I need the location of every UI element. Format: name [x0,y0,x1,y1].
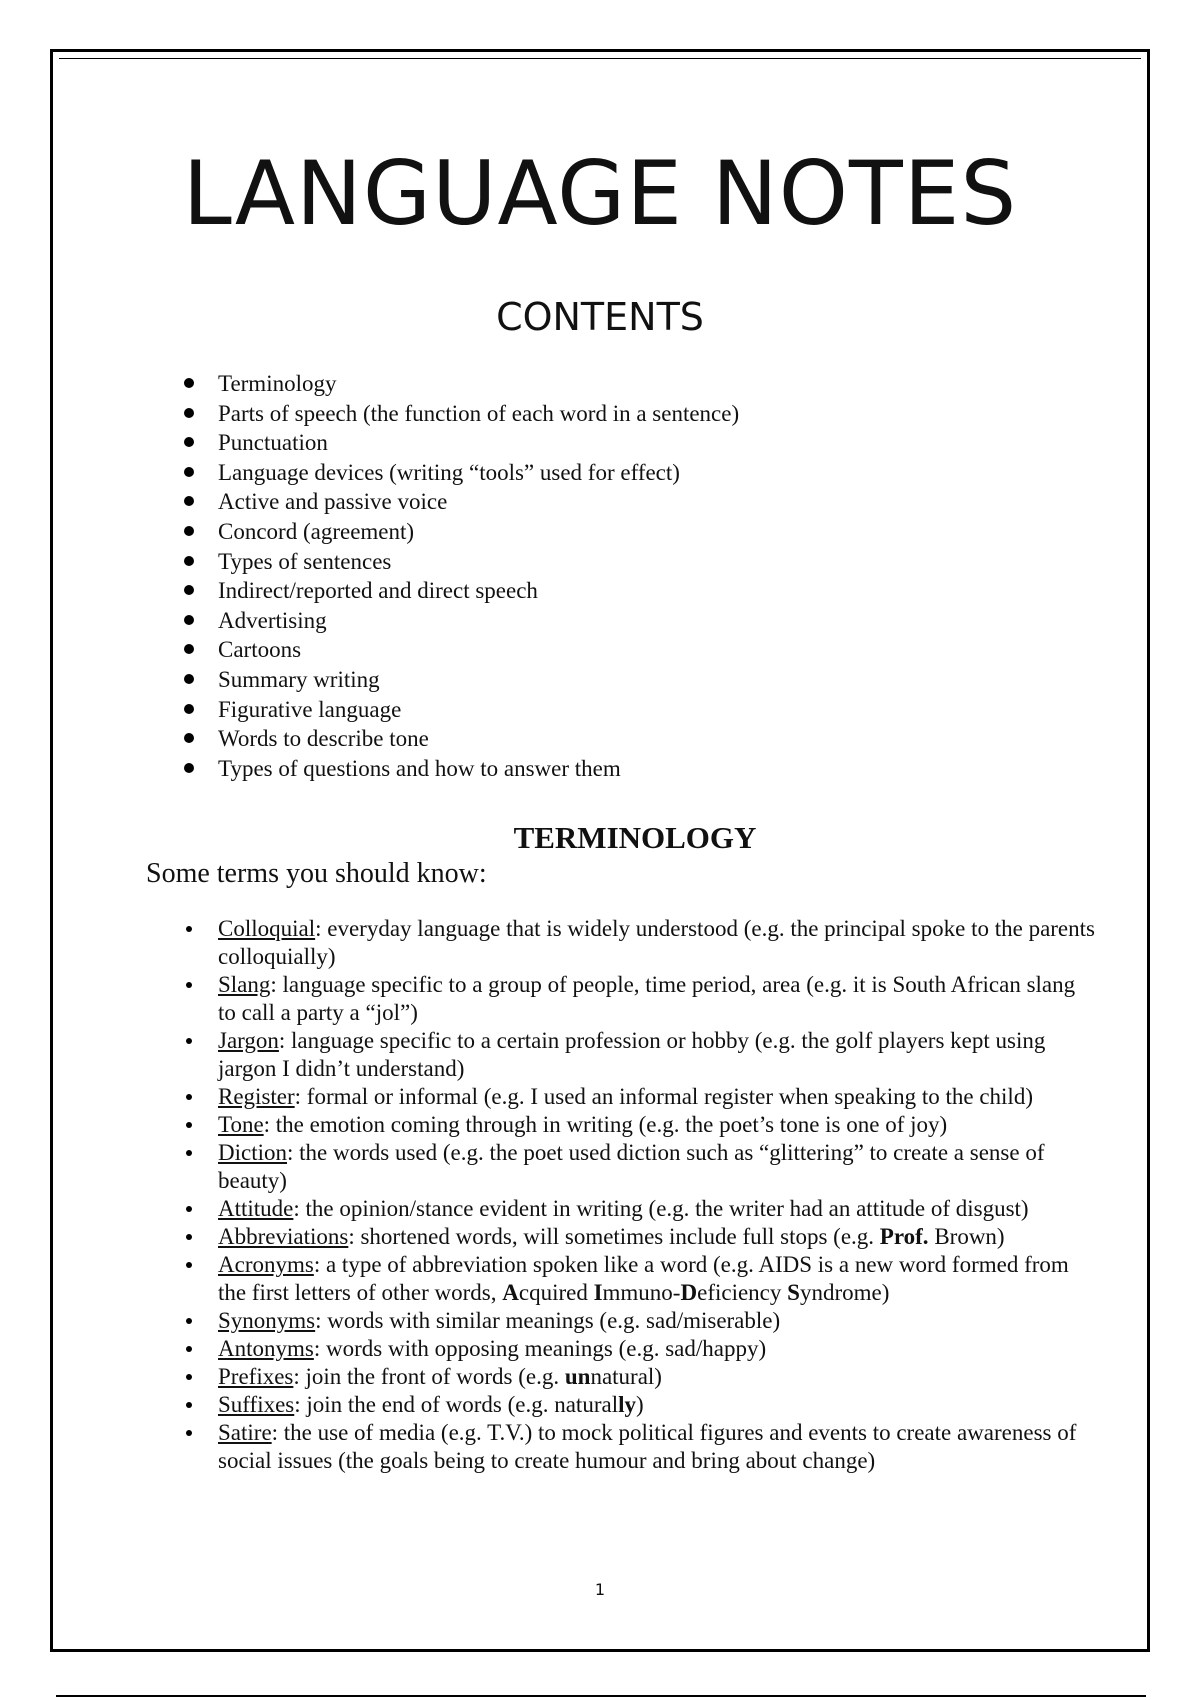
term-bold-part: ly [618,1392,636,1417]
term-item-prefixes [218,1363,1098,1391]
contents-list [218,369,739,783]
contents-item: Cartoons [218,635,739,665]
term-name: Satire [218,1420,272,1445]
term-item-attitude [218,1195,1098,1223]
term-item-satire [218,1419,1098,1475]
term-item-register [218,1083,1098,1111]
term-name: Antonyms [218,1336,314,1361]
terminology-intro: Some terms you should know: [146,858,487,889]
term-definition: : everyday language that is widely understood (e.g. the principal spoke to the parents colloquially) [218,916,1095,969]
term-definition: : join the front of words (e.g. [293,1364,565,1389]
page-number: 1 [594,1580,606,1599]
document-title: LANGUAGE NOTES [182,142,1018,245]
term-name: Colloquial [218,916,316,941]
term-name: Acronyms [218,1252,314,1277]
term-item-acronyms [218,1251,1098,1307]
term-item-jargon [218,1027,1098,1083]
acronym-text: mmuno- [602,1280,681,1305]
term-definition: : a type of abbreviation spoken like a word (e.g. AIDS is a new word formed from the first letters of other words, [218,1252,1069,1305]
acronym-text: eficiency [697,1280,788,1305]
acronym-text: yndrome) [799,1280,890,1305]
contents-item: Words to describe tone [218,724,739,754]
term-item-slang [218,971,1098,1027]
term-definition: : shortened words, will sometimes include full stops (e.g. [348,1224,880,1249]
contents-item: Indirect/reported and direct speech [218,576,739,606]
contents-item: Concord (agreement) [218,517,739,547]
term-name: Tone [218,1112,264,1137]
contents-item: Language devices (writing “tools” used for effect) [218,458,739,488]
term-name: Suffixes [218,1392,295,1417]
contents-item: Figurative language [218,695,739,725]
term-definition: : the words used (e.g. the poet used diction such as “glittering” to create a sense of beauty) [218,1140,1045,1193]
terminology-heading: TERMINOLOGY [513,820,757,855]
contents-heading: CONTENTS [496,295,704,339]
term-definition: : words with similar meanings (e.g. sad/miserable) [315,1308,781,1333]
term-bold-part: Prof. [879,1224,929,1249]
term-name: Register [218,1084,295,1109]
term-definition: : language specific to a group of people, time period, area (e.g. it is South African slang to call a party a “jol”) [218,972,1076,1025]
contents-item: Parts of speech (the function of each word in a sentence) [218,399,739,429]
term-definition: : words with opposing meanings (e.g. sad/happy) [313,1336,767,1361]
term-definition: : language specific to a certain profession or hobby (e.g. the golf players kept using jargon I didn’t understand) [218,1028,1046,1081]
term-name: Synonyms [218,1308,316,1333]
acronym-text: cquired [518,1280,594,1305]
terminology-list [218,915,1098,1475]
acronym-letter: D [680,1280,698,1305]
term-definition: : the opinion/stance evident in writing (e.g. the writer had an attitude of disgust) [293,1196,1029,1221]
term-bold-part: un [564,1364,591,1389]
term-item-tone [218,1111,1098,1139]
term-name: Prefixes [218,1364,294,1389]
term-name: Slang [218,972,271,997]
contents-item: Advertising [218,606,739,636]
term-item-diction [218,1139,1098,1195]
term-definition: : the emotion coming through in writing (e.g. the poet’s tone is one of joy) [263,1112,948,1137]
term-item-colloquial [218,915,1098,971]
term-definition: : the use of media (e.g. T.V.) to mock political figures and events to create awareness of social issues (the goals being to create humour and bring about change) [218,1420,1077,1473]
contents-item: Types of sentences [218,547,739,577]
term-definition: : join the end of words (e.g. natural [294,1392,619,1417]
term-definition: : formal or informal (e.g. I used an informal register when speaking to the child) [294,1084,1033,1109]
term-definition: natural) [590,1364,662,1389]
acronym-letter: A [502,1280,519,1305]
contents-item: Terminology [218,369,739,399]
term-item-suffixes [218,1391,1098,1419]
term-item-antonyms [218,1335,1098,1363]
term-item-abbreviations [218,1223,1098,1251]
term-name: Abbreviations [218,1224,349,1249]
term-name: Attitude [218,1196,294,1221]
contents-item: Punctuation [218,428,739,458]
contents-item: Summary writing [218,665,739,695]
next-page-border-edge [56,1695,1146,1697]
term-definition: ) [635,1392,644,1417]
term-name: Diction [218,1140,287,1165]
contents-item: Active and passive voice [218,487,739,517]
term-item-synonyms [218,1307,1098,1335]
acronym-letter: I [593,1280,603,1305]
term-name: Jargon [218,1028,279,1053]
contents-item: Types of questions and how to answer them [218,754,739,784]
acronym-letter: S [787,1280,800,1305]
term-definition: Brown) [928,1224,1005,1249]
